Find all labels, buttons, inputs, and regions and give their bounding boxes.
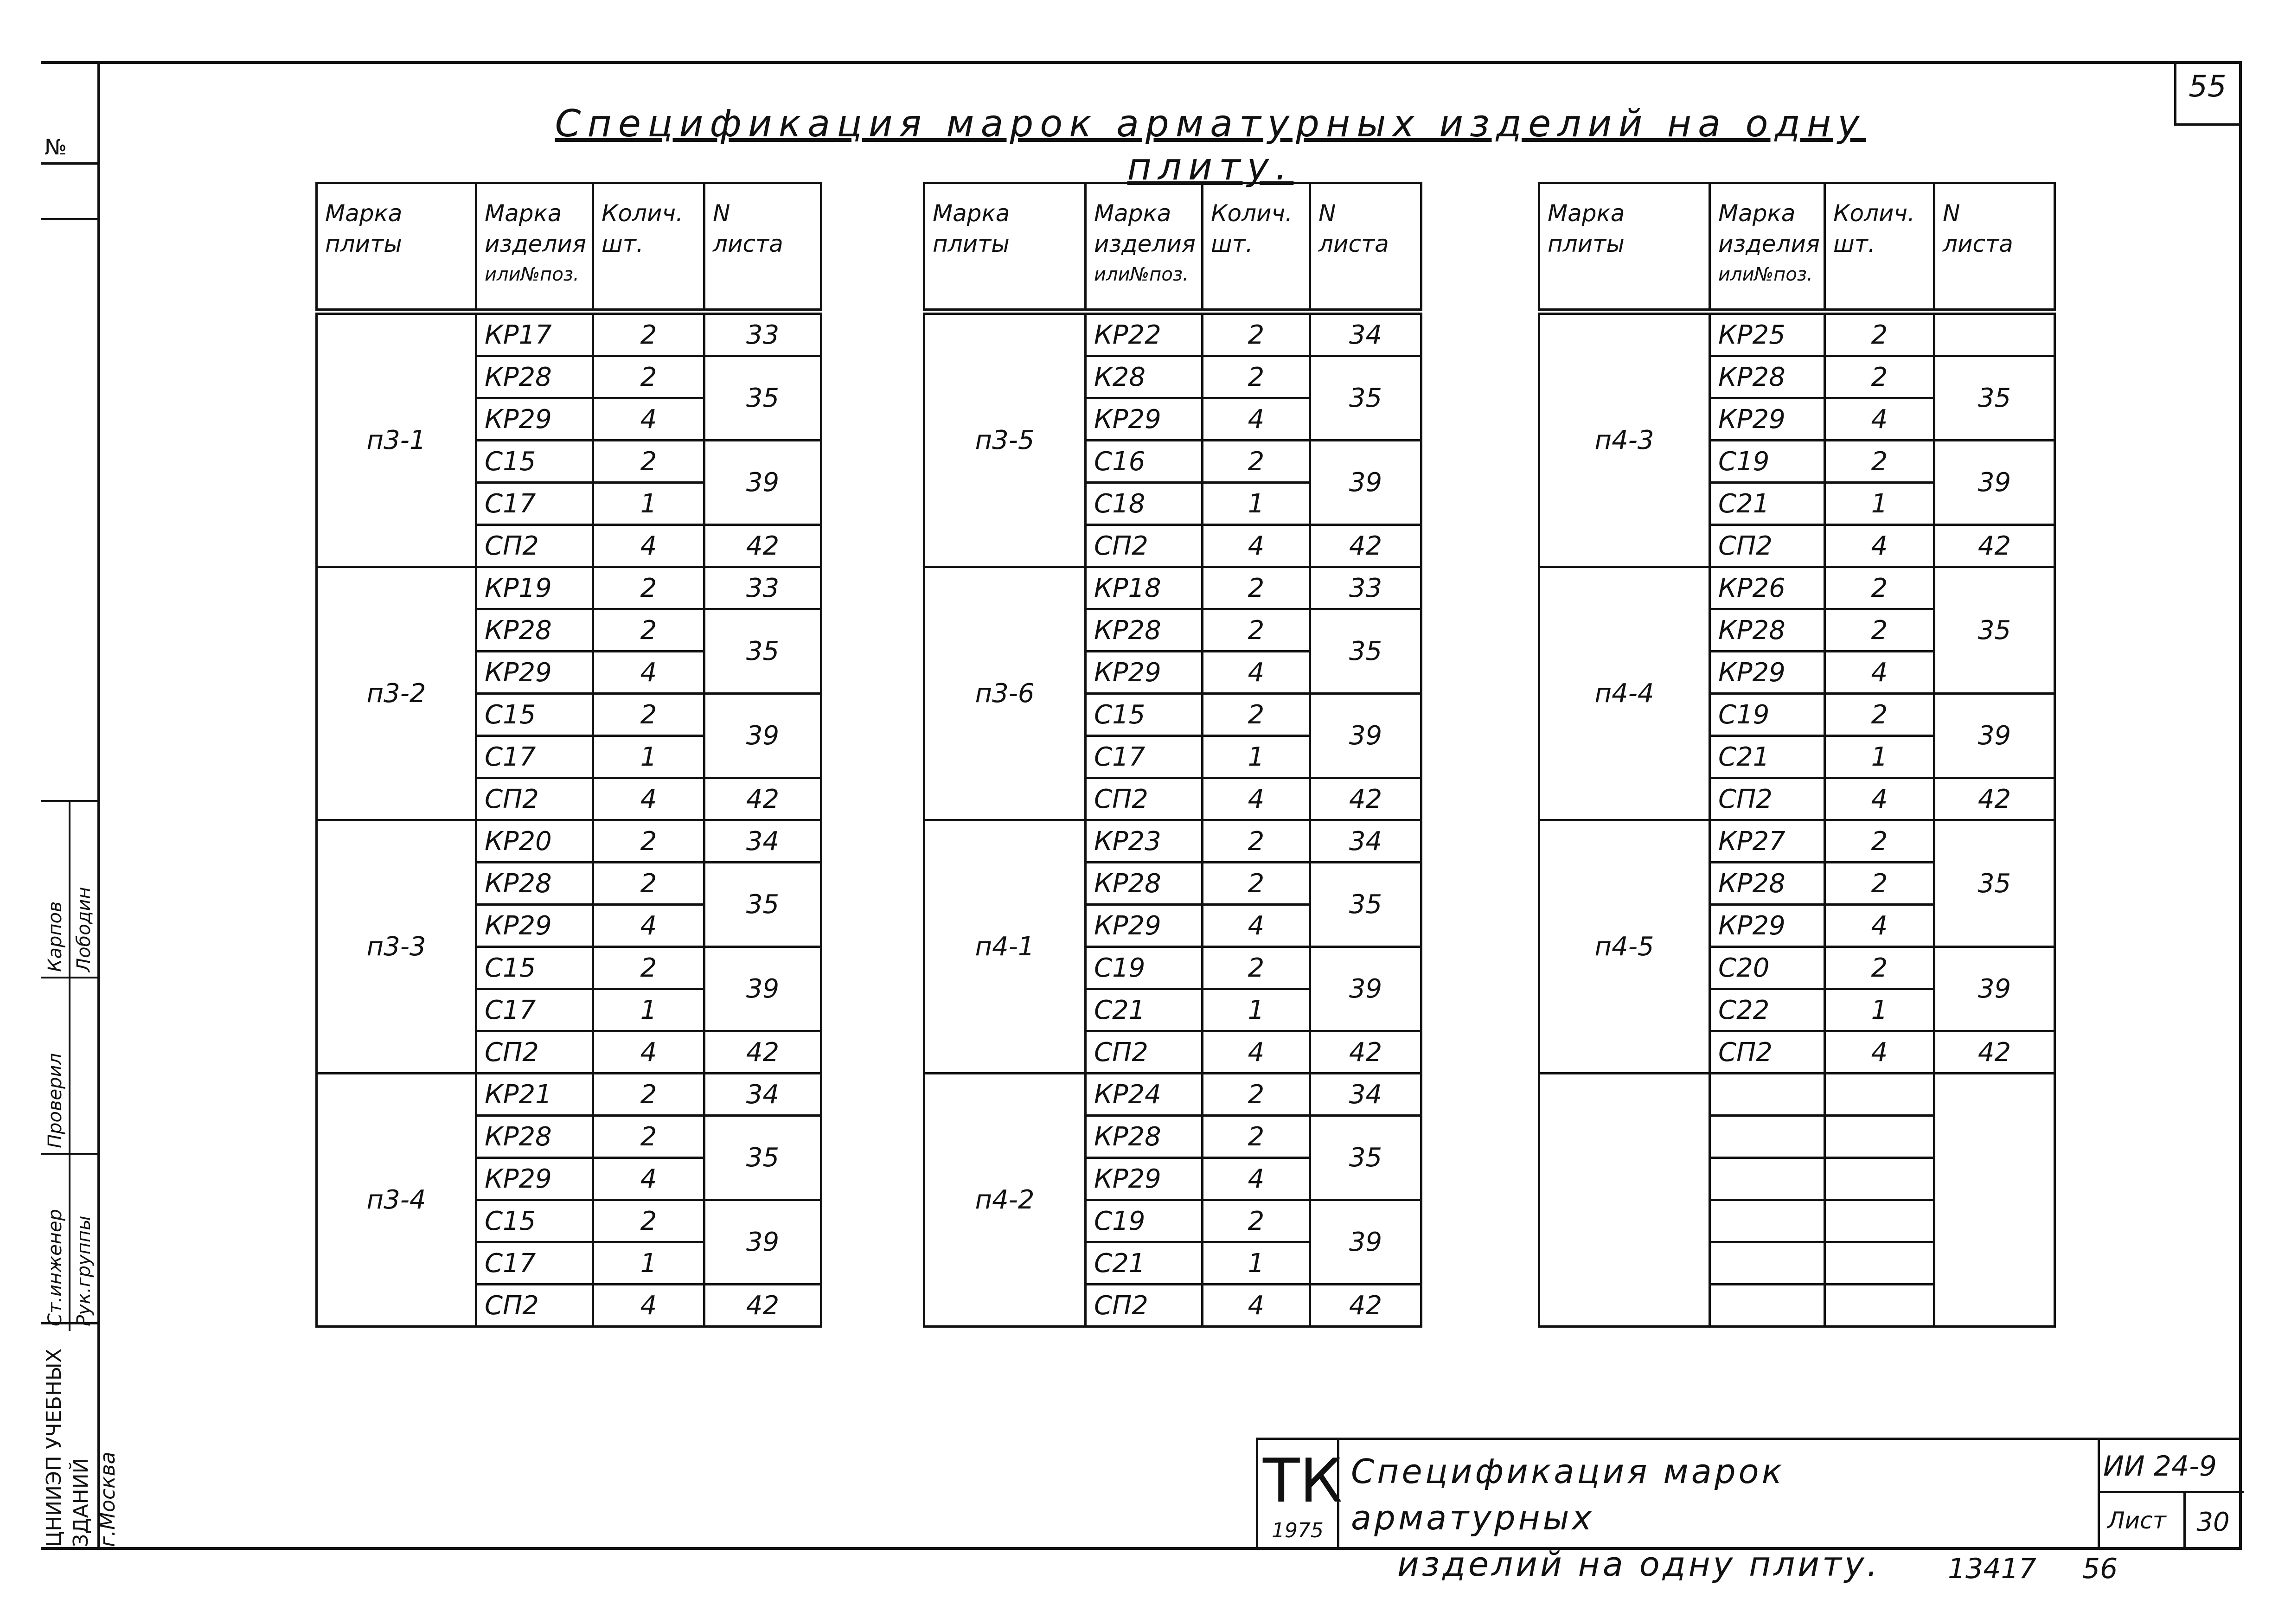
quantity-cell: 4 <box>593 1285 704 1327</box>
spec-table-2 <box>923 182 1422 1328</box>
stamp-name-2: Лободин <box>73 887 95 972</box>
quantity-cell: 2 <box>593 441 704 483</box>
header-sheet-line: N <box>1318 200 1336 227</box>
header-qty-line: Колич. <box>1833 200 1915 227</box>
quantity-cell: 2 <box>593 1074 704 1116</box>
header-sheet-line: листа <box>1943 230 2013 257</box>
item-mark-cell: СП2 <box>1710 1031 1825 1074</box>
item-mark-cell: КР23 <box>1086 820 1203 863</box>
spec-table-3 <box>1538 182 2056 1328</box>
header-plate-line: Марка <box>325 200 403 227</box>
quantity-cell: 4 <box>1203 1285 1310 1327</box>
plate-mark-cell: п3-5 <box>924 312 1086 567</box>
quantity-cell <box>1825 1200 1934 1242</box>
item-mark-cell: С19 <box>1710 441 1825 483</box>
header-plate <box>1539 183 1710 312</box>
sheet-number-cell: 34 <box>704 1074 821 1116</box>
item-mark-cell: КР28 <box>1710 356 1825 398</box>
sheet-number-cell: 35 <box>1934 820 2055 947</box>
item-mark-cell: С17 <box>476 736 593 778</box>
plate-mark-cell: п3-3 <box>317 820 476 1074</box>
sheet-number-cell: 39 <box>1310 441 1421 525</box>
sheet-number-cell: 42 <box>1310 525 1421 567</box>
spec-table-1 <box>315 182 822 1328</box>
item-mark-cell: С15 <box>476 441 593 483</box>
header-plate <box>317 183 476 312</box>
quantity-cell: 2 <box>1203 356 1310 398</box>
quantity-cell: 2 <box>593 1200 704 1242</box>
left-stamp <box>41 723 120 1554</box>
table-row <box>924 567 1421 609</box>
item-mark-cell: С16 <box>1086 441 1203 483</box>
quantity-cell: 2 <box>593 567 704 609</box>
left-margin-line <box>41 218 97 220</box>
header-item <box>476 183 593 312</box>
header-item-line: Марка <box>485 200 562 227</box>
item-mark-cell <box>1710 1074 1825 1116</box>
header-sheet-line: N <box>1943 200 1960 227</box>
quantity-cell: 2 <box>1825 609 1934 652</box>
sheet-number-cell: 39 <box>704 441 821 525</box>
quantity-cell: 2 <box>1825 863 1934 905</box>
sheet-number-cell: 42 <box>704 778 821 820</box>
plate-mark-cell: п4-2 <box>924 1074 1086 1327</box>
item-mark-cell: С17 <box>1086 736 1203 778</box>
header-item-line: изделия <box>1094 230 1196 257</box>
item-mark-cell: КР17 <box>476 312 593 356</box>
frame-right-line <box>2239 61 2242 1550</box>
item-mark-cell: КР29 <box>1710 905 1825 947</box>
item-mark-cell: КР29 <box>1710 652 1825 694</box>
item-mark-cell: С15 <box>476 694 593 736</box>
quantity-cell: 1 <box>593 1242 704 1285</box>
quantity-cell: 1 <box>593 483 704 525</box>
quantity-cell <box>1825 1158 1934 1200</box>
title-block-sheet-label: Лист <box>2107 1507 2166 1534</box>
quantity-cell: 2 <box>1203 1074 1310 1116</box>
quantity-cell: 4 <box>1203 652 1310 694</box>
item-mark-cell: С20 <box>1710 947 1825 989</box>
header-qty-line: шт. <box>1211 230 1253 257</box>
item-mark-cell: КР29 <box>476 1158 593 1200</box>
quantity-cell: 2 <box>1825 947 1934 989</box>
quantity-cell: 1 <box>1203 736 1310 778</box>
plate-mark-cell: п4-4 <box>1539 567 1710 820</box>
table-row <box>924 1074 1421 1116</box>
table-row <box>1539 820 2055 863</box>
quantity-cell: 2 <box>593 820 704 863</box>
table-row <box>1539 1074 2055 1116</box>
item-mark-cell: С21 <box>1086 1242 1203 1285</box>
item-mark-cell: С19 <box>1710 694 1825 736</box>
header-item <box>1710 183 1825 312</box>
quantity-cell: 2 <box>593 947 704 989</box>
quantity-cell: 2 <box>593 356 704 398</box>
sheet-number-cell: 39 <box>1310 947 1421 1031</box>
item-mark-cell <box>1710 1116 1825 1158</box>
quantity-cell: 2 <box>593 609 704 652</box>
item-mark-cell: С21 <box>1086 989 1203 1031</box>
archive-page: 56 <box>2082 1553 2118 1585</box>
quantity-cell: 4 <box>1825 398 1934 441</box>
sheet-number-cell: 35 <box>704 863 821 947</box>
sheet-number-cell: 35 <box>1934 567 2055 694</box>
header-sheet-line: N <box>713 200 730 227</box>
sheet-number-cell: 34 <box>1310 820 1421 863</box>
stamp-role-1: Рук.группы <box>73 1215 95 1326</box>
header-sheet <box>704 183 821 312</box>
sheet-number-cell: 35 <box>1934 356 2055 441</box>
quantity-cell: 2 <box>1203 694 1310 736</box>
item-mark-cell: КР28 <box>1086 1116 1203 1158</box>
header-sheet <box>1310 183 1421 312</box>
quantity-cell: 2 <box>1203 312 1310 356</box>
sheet-number-cell: 42 <box>1310 778 1421 820</box>
quantity-cell: 2 <box>1203 820 1310 863</box>
quantity-cell: 1 <box>1203 483 1310 525</box>
header-item-line: Марка <box>1718 200 1796 227</box>
item-mark-cell: КР26 <box>1710 567 1825 609</box>
sheet-number-cell: 39 <box>1310 694 1421 778</box>
item-mark-cell: КР28 <box>476 609 593 652</box>
sheet-number-cell: 35 <box>704 609 821 694</box>
item-mark-cell: С17 <box>476 989 593 1031</box>
quantity-cell: 2 <box>1825 694 1934 736</box>
item-mark-cell <box>1710 1200 1825 1242</box>
header-qty <box>593 183 704 312</box>
plate-mark-cell: п4-5 <box>1539 820 1710 1074</box>
title-block-desc-line-1: Спецификация марок арматурных <box>1351 1452 1785 1537</box>
item-mark-cell: КР25 <box>1710 312 1825 356</box>
stamp-org-name: ЦНИИЭП УЧЕБНЫХ ЗДАНИЙ <box>42 1349 93 1547</box>
item-mark-cell: СП2 <box>476 778 593 820</box>
quantity-cell: 4 <box>1203 905 1310 947</box>
quantity-cell: 2 <box>1825 820 1934 863</box>
sheet-number-cell: 39 <box>1934 694 2055 778</box>
item-mark-cell: СП2 <box>1086 525 1203 567</box>
quantity-cell: 4 <box>1825 905 1934 947</box>
quantity-cell: 4 <box>1203 1158 1310 1200</box>
item-mark-cell: КР28 <box>1086 609 1203 652</box>
sheet-number-cell: 34 <box>1310 312 1421 356</box>
table-row <box>924 312 1421 356</box>
item-mark-cell <box>1710 1242 1825 1285</box>
header-item-line: Марка <box>1094 200 1171 227</box>
item-mark-cell: КР28 <box>476 1116 593 1158</box>
sheet-number-cell: 34 <box>1310 1074 1421 1116</box>
sheet-number-cell <box>1934 1074 2055 1327</box>
quantity-cell: 4 <box>593 525 704 567</box>
item-mark-cell: СП2 <box>1086 1031 1203 1074</box>
quantity-cell: 1 <box>593 736 704 778</box>
item-mark-cell: КР18 <box>1086 567 1203 609</box>
sheet-number-cell: 35 <box>1310 1116 1421 1200</box>
frame-top-line <box>41 61 2239 64</box>
item-mark-cell: КР29 <box>1710 398 1825 441</box>
quantity-cell: 2 <box>1825 356 1934 398</box>
stamp-role-3: Проверил <box>45 1053 66 1148</box>
item-mark-cell: СП2 <box>476 525 593 567</box>
item-mark-cell: С21 <box>1710 483 1825 525</box>
stamp-role-2: Ст.инженер <box>45 1209 66 1326</box>
sheet-number-cell: 42 <box>1934 1031 2055 1074</box>
quantity-cell: 2 <box>1825 312 1934 356</box>
header-plate-line: Марка <box>933 200 1010 227</box>
item-mark-cell: КР20 <box>476 820 593 863</box>
quantity-cell: 2 <box>1203 609 1310 652</box>
header-plate-line: Марка <box>1548 200 1625 227</box>
title-block-tk: ТК <box>1263 1445 1343 1516</box>
page-corner-number: 55 <box>2189 70 2227 104</box>
item-mark-cell: С15 <box>1086 694 1203 736</box>
header-plate-line: плиты <box>1548 230 1625 257</box>
quantity-cell: 1 <box>1825 736 1934 778</box>
item-mark-cell: КР29 <box>476 905 593 947</box>
item-mark-cell: КР29 <box>1086 905 1203 947</box>
table-row <box>317 567 821 609</box>
item-mark-cell: КР19 <box>476 567 593 609</box>
quantity-cell: 2 <box>1825 441 1934 483</box>
title-block-description <box>1351 1448 1954 1587</box>
item-mark-cell: СП2 <box>476 1285 593 1327</box>
item-mark-cell: КР29 <box>476 652 593 694</box>
table-row <box>317 820 821 863</box>
plate-mark-cell: п4-1 <box>924 820 1086 1074</box>
item-mark-cell: КР29 <box>1086 1158 1203 1200</box>
item-mark-cell: С17 <box>476 1242 593 1285</box>
header-qty-line: шт. <box>602 230 644 257</box>
stamp-name-3: Карпов <box>45 901 66 972</box>
left-margin-mark: № <box>45 134 67 160</box>
item-mark-cell <box>1710 1158 1825 1200</box>
sheet-number-cell: 35 <box>1310 863 1421 947</box>
sheet-number-cell: 39 <box>1934 441 2055 525</box>
plate-mark-cell: п3-4 <box>317 1074 476 1327</box>
header-item-line: изделия <box>1718 230 1820 257</box>
sheet-number-cell: 39 <box>1310 1200 1421 1285</box>
item-mark-cell: КР29 <box>1086 398 1203 441</box>
title-block-sheet-number: 30 <box>2196 1507 2230 1537</box>
quantity-cell: 2 <box>1203 1116 1310 1158</box>
quantity-cell: 2 <box>1203 947 1310 989</box>
sheet-number-cell: 42 <box>1310 1031 1421 1074</box>
item-mark-cell: КР22 <box>1086 312 1203 356</box>
sheet-number-cell: 33 <box>704 312 821 356</box>
quantity-cell: 4 <box>1203 778 1310 820</box>
quantity-cell: 4 <box>593 1031 704 1074</box>
table-header-row <box>317 183 821 312</box>
sheet-number-cell: 42 <box>1934 778 2055 820</box>
quantity-cell: 4 <box>593 398 704 441</box>
table-row <box>1539 567 2055 609</box>
quantity-cell: 4 <box>1825 525 1934 567</box>
header-item-line: изделия <box>485 230 586 257</box>
header-item-line: или№поз. <box>1094 264 1189 285</box>
item-mark-cell: КР29 <box>476 398 593 441</box>
sheet-number-cell: 39 <box>704 1200 821 1285</box>
item-mark-cell: К28 <box>1086 356 1203 398</box>
header-item-line: или№поз. <box>485 264 579 285</box>
sheet-number-cell: 39 <box>1934 947 2055 1031</box>
sheet-number-cell: 35 <box>704 1116 821 1200</box>
header-qty-line: Колич. <box>602 200 683 227</box>
item-mark-cell: КР28 <box>476 863 593 905</box>
item-mark-cell: КР24 <box>1086 1074 1203 1116</box>
header-plate-line: плиты <box>325 230 402 257</box>
item-mark-cell: С19 <box>1086 1200 1203 1242</box>
quantity-cell: 2 <box>1203 567 1310 609</box>
item-mark-cell: СП2 <box>1086 1285 1203 1327</box>
item-mark-cell: КР27 <box>1710 820 1825 863</box>
item-mark-cell: С21 <box>1710 736 1825 778</box>
table-row <box>317 312 821 356</box>
table-row <box>317 1074 821 1116</box>
header-plate-line: плиты <box>933 230 1010 257</box>
quantity-cell: 4 <box>593 652 704 694</box>
item-mark-cell: С17 <box>476 483 593 525</box>
quantity-cell: 4 <box>593 778 704 820</box>
sheet-number-cell: 33 <box>1310 567 1421 609</box>
plate-mark-cell: п3-2 <box>317 567 476 820</box>
item-mark-cell: С18 <box>1086 483 1203 525</box>
plate-mark-cell: п3-1 <box>317 312 476 567</box>
header-qty <box>1203 183 1310 312</box>
quantity-cell: 1 <box>1203 1242 1310 1285</box>
sheet-number-cell: 42 <box>704 1285 821 1327</box>
item-mark-cell: СП2 <box>476 1031 593 1074</box>
sheet-number-cell: 33 <box>704 567 821 609</box>
title-block-sheet-label-cell <box>2098 1493 2186 1549</box>
header-qty-line: Колич. <box>1211 200 1293 227</box>
plate-mark-cell <box>1539 1074 1710 1327</box>
quantity-cell: 4 <box>1203 398 1310 441</box>
header-plate <box>924 183 1086 312</box>
sheet-number-cell: 35 <box>1310 356 1421 441</box>
item-mark-cell: СП2 <box>1710 778 1825 820</box>
quantity-cell: 1 <box>1825 483 1934 525</box>
item-mark-cell: С15 <box>476 1200 593 1242</box>
plate-mark-cell: п4-3 <box>1539 312 1710 567</box>
title-block-year: 1975 <box>1272 1519 1324 1542</box>
table-header-row <box>1539 183 2055 312</box>
document-title: Спецификация марок арматурных изделий на одну плиту. <box>555 102 1866 188</box>
header-qty <box>1825 183 1934 312</box>
sheet-number-cell: 42 <box>1310 1285 1421 1327</box>
item-mark-cell: КР28 <box>476 356 593 398</box>
quantity-cell: 1 <box>593 989 704 1031</box>
title-block-code: ИИ 24-9 <box>2103 1450 2217 1483</box>
quantity-cell: 4 <box>593 1158 704 1200</box>
quantity-cell: 4 <box>1203 1031 1310 1074</box>
header-item-line: или№поз. <box>1718 264 1813 285</box>
item-mark-cell: СП2 <box>1710 525 1825 567</box>
sheet-number-cell <box>1934 312 2055 356</box>
sheet-number-cell: 39 <box>704 694 821 778</box>
quantity-cell: 2 <box>1825 567 1934 609</box>
quantity-cell <box>1825 1074 1934 1116</box>
quantity-cell: 1 <box>1203 989 1310 1031</box>
sheet-number-cell: 35 <box>704 356 821 441</box>
table-row <box>1539 312 2055 356</box>
quantity-cell: 4 <box>1825 778 1934 820</box>
stamp-organization <box>41 1322 120 1554</box>
stamp-signature-grid <box>41 800 97 1331</box>
sheet-number-cell: 42 <box>704 525 821 567</box>
stamp-org-city: г.Москва <box>96 1451 120 1547</box>
header-sheet-line: листа <box>1318 230 1389 257</box>
sheet-number-cell: 42 <box>704 1031 821 1074</box>
header-item <box>1086 183 1203 312</box>
quantity-cell: 2 <box>1203 863 1310 905</box>
item-mark-cell: С22 <box>1710 989 1825 1031</box>
table-row <box>924 820 1421 863</box>
item-mark-cell: С15 <box>476 947 593 989</box>
item-mark-cell: КР28 <box>1710 863 1825 905</box>
header-sheet-line: листа <box>713 230 783 257</box>
title-block-desc-line-2: изделий на одну плиту. <box>1397 1545 1881 1584</box>
sheet-number-cell: 34 <box>704 820 821 863</box>
quantity-cell: 4 <box>1825 652 1934 694</box>
sheet-number-cell: 42 <box>1934 525 2055 567</box>
quantity-cell: 4 <box>593 905 704 947</box>
quantity-cell: 2 <box>1203 1200 1310 1242</box>
quantity-cell: 2 <box>1203 441 1310 483</box>
quantity-cell: 2 <box>593 863 704 905</box>
item-mark-cell: С19 <box>1086 947 1203 989</box>
item-mark-cell: КР29 <box>1086 652 1203 694</box>
sheet-number-cell: 39 <box>704 947 821 1031</box>
header-qty-line: шт. <box>1833 230 1875 257</box>
sheet-number-cell: 35 <box>1310 609 1421 694</box>
table-header-row <box>924 183 1421 312</box>
archive-number: 13417 <box>1948 1553 2036 1585</box>
quantity-cell: 2 <box>593 1116 704 1158</box>
quantity-cell: 4 <box>1203 525 1310 567</box>
item-mark-cell: СП2 <box>1086 778 1203 820</box>
item-mark-cell: КР21 <box>476 1074 593 1116</box>
item-mark-cell: КР28 <box>1086 863 1203 905</box>
quantity-cell <box>1825 1242 1934 1285</box>
quantity-cell: 1 <box>1825 989 1934 1031</box>
item-mark-cell <box>1710 1285 1825 1327</box>
quantity-cell <box>1825 1285 1934 1327</box>
header-sheet <box>1934 183 2055 312</box>
quantity-cell: 2 <box>593 694 704 736</box>
quantity-cell <box>1825 1116 1934 1158</box>
quantity-cell: 2 <box>593 312 704 356</box>
quantity-cell: 4 <box>1825 1031 1934 1074</box>
item-mark-cell: КР28 <box>1710 609 1825 652</box>
plate-mark-cell: п3-6 <box>924 567 1086 820</box>
